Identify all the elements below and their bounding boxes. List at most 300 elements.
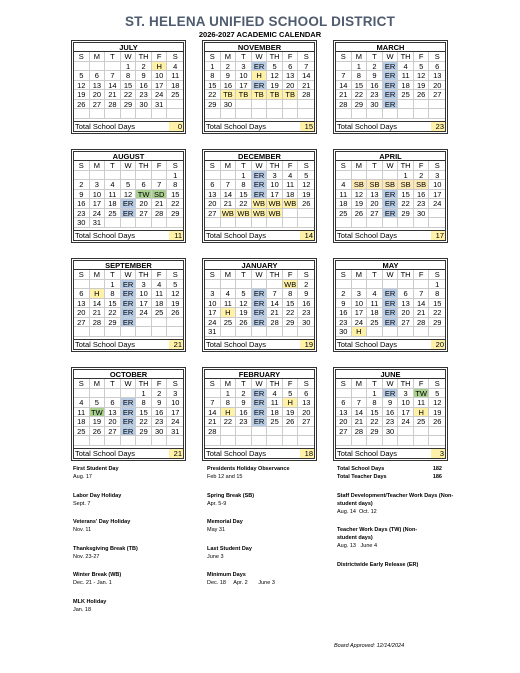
total-row-value: 182: [432, 466, 442, 472]
day-cell: 27: [136, 209, 152, 219]
day-cell: ER: [383, 71, 399, 81]
day-cell: 8: [429, 289, 445, 299]
day-cell: 8: [221, 398, 237, 408]
day-cell: 21: [298, 81, 314, 91]
day-cell: ER: [383, 199, 399, 209]
day-cell: 4: [367, 289, 383, 299]
day-cell: 2: [74, 180, 90, 190]
day-cell: 10: [90, 190, 106, 200]
legend-item: [337, 561, 463, 569]
day-cell: [298, 436, 314, 446]
day-cell: [336, 280, 352, 290]
day-cell: 26: [236, 318, 252, 328]
day-cell: 10: [205, 299, 221, 309]
day-cell: TW: [136, 190, 152, 200]
day-cell: 15: [352, 81, 368, 91]
day-cell: 4: [152, 280, 168, 290]
day-cell: [236, 327, 252, 337]
total-school-days: [205, 121, 314, 131]
day-cell: [267, 218, 283, 228]
week-row: [74, 398, 183, 408]
day-cell: ER: [121, 299, 137, 309]
day-cell: 18: [336, 199, 352, 209]
weekday-label: TH: [267, 379, 283, 389]
day-cell: 8: [367, 398, 383, 408]
day-cell: 10: [236, 71, 252, 81]
weekday-label: F: [283, 379, 299, 389]
legend-text: Aug. 14 Oct. 12: [337, 508, 377, 515]
day-cell: [383, 280, 399, 290]
day-cell: 1: [221, 389, 237, 399]
week-row: [205, 180, 314, 190]
legend-column-1: [73, 465, 138, 624]
day-cell: 19: [283, 408, 299, 418]
weekday-header: [336, 52, 445, 62]
day-cell: 23: [236, 417, 252, 427]
day-cell: 3: [267, 171, 283, 181]
week-row: [74, 180, 183, 190]
day-cell: 16: [74, 199, 90, 209]
day-cell: ER: [383, 81, 399, 91]
week-row: [74, 100, 183, 110]
legend-title: Thanksgiving Break (TB): [73, 545, 138, 552]
day-cell: [236, 427, 252, 437]
day-cell: [236, 436, 252, 446]
day-cell: 4: [398, 62, 414, 72]
day-cell: 15: [205, 81, 221, 91]
week-row: [336, 218, 445, 228]
day-cell: ER: [252, 299, 268, 309]
day-cell: 28: [152, 209, 168, 219]
day-cell: 21: [352, 417, 368, 427]
day-cell: 6: [336, 398, 352, 408]
month-april: [335, 151, 446, 241]
month-august: [73, 151, 184, 241]
week-row: [74, 436, 183, 446]
day-cell: WB: [221, 209, 237, 219]
day-cell: 15: [121, 81, 137, 91]
day-cell: WB: [267, 209, 283, 219]
day-cell: [414, 280, 430, 290]
day-cell: 12: [267, 71, 283, 81]
weekday-label: M: [352, 52, 368, 62]
day-cell: 11: [336, 190, 352, 200]
day-cell: 1: [136, 389, 152, 399]
day-cell: ER: [383, 308, 399, 318]
total-school-days: [205, 230, 314, 240]
legend-text: Feb 12 and 15: [207, 474, 243, 480]
day-cell: [283, 109, 299, 119]
week-row: [74, 408, 183, 418]
total-count: 11: [169, 231, 183, 240]
day-cell: H: [283, 398, 299, 408]
weekday-label: W: [252, 270, 268, 280]
day-cell: [121, 436, 137, 446]
day-cell: 14: [352, 408, 368, 418]
weekday-label: S: [205, 52, 221, 62]
day-cell: 2: [367, 62, 383, 72]
weekday-label: S: [205, 379, 221, 389]
legend-text: Nov. 23-27: [73, 553, 100, 560]
week-row: [205, 100, 314, 110]
week-row: [336, 417, 445, 427]
day-cell: 19: [90, 417, 106, 427]
week-row: [205, 389, 314, 399]
day-cell: 2: [298, 280, 314, 290]
weekday-label: T: [105, 161, 121, 171]
legend-item: [73, 598, 138, 614]
weekday-label: M: [352, 270, 368, 280]
day-cell: 19: [74, 90, 90, 100]
day-cell: ER: [121, 209, 137, 219]
weekday-label: F: [152, 379, 168, 389]
day-cell: [121, 218, 137, 228]
day-cell: 6: [205, 180, 221, 190]
day-cell: 12: [414, 71, 430, 81]
weekday-label: S: [167, 52, 183, 62]
day-cell: ER: [121, 427, 137, 437]
day-cell: 3: [167, 389, 183, 399]
week-row: [336, 62, 445, 72]
day-cell: ER: [252, 398, 268, 408]
legend-title: Teacher Work Days (TW) (Non-student days): [337, 527, 418, 541]
week-row: [205, 81, 314, 91]
day-cell: 11: [105, 190, 121, 200]
day-cell: 21: [267, 308, 283, 318]
weekday-label: S: [336, 161, 352, 171]
week-row: [74, 109, 183, 119]
day-cell: 25: [74, 427, 90, 437]
total-count: 21: [169, 340, 183, 349]
day-cell: [352, 389, 368, 399]
day-cell: ER: [121, 318, 137, 328]
day-cell: [167, 327, 183, 337]
day-cell: 14: [267, 299, 283, 309]
day-cell: 1: [352, 62, 368, 72]
day-cell: 8: [105, 289, 121, 299]
day-cell: [336, 109, 352, 119]
day-cell: 30: [414, 209, 430, 219]
day-cell: 13: [283, 71, 299, 81]
week-row: [74, 190, 183, 200]
day-cell: 16: [152, 408, 168, 418]
day-cell: 21: [90, 308, 106, 318]
day-cell: 8: [283, 289, 299, 299]
day-cell: 4: [336, 180, 352, 190]
legend-text: Aug. 17: [73, 474, 92, 480]
day-cell: [136, 436, 152, 446]
day-cell: 2: [414, 171, 430, 181]
week-row: [205, 318, 314, 328]
day-cell: [167, 218, 183, 228]
day-cell: 23: [136, 90, 152, 100]
day-cell: [398, 436, 414, 446]
day-cell: 24: [90, 209, 106, 219]
weekday-label: T: [367, 161, 383, 171]
day-cell: 1: [398, 171, 414, 181]
day-cell: 18: [283, 190, 299, 200]
day-cell: SB: [383, 180, 399, 190]
total-school-days: [336, 230, 445, 240]
day-cell: 20: [74, 308, 90, 318]
day-cell: [383, 436, 399, 446]
day-cell: 10: [152, 71, 168, 81]
week-row: [205, 280, 314, 290]
day-cell: 8: [167, 180, 183, 190]
weekday-label: T: [236, 52, 252, 62]
total-label: Total School Days: [337, 449, 398, 458]
week-row: [205, 417, 314, 427]
legend-column-3: [337, 465, 463, 579]
day-cell: 19: [298, 190, 314, 200]
day-cell: 8: [136, 398, 152, 408]
day-cell: [90, 109, 106, 119]
week-row: [205, 209, 314, 219]
day-cell: 11: [367, 299, 383, 309]
day-cell: [105, 327, 121, 337]
day-cell: 20: [298, 408, 314, 418]
day-cell: [267, 327, 283, 337]
weekday-label: M: [90, 161, 106, 171]
day-cell: 23: [414, 199, 430, 209]
month-name: JUNE: [336, 370, 445, 379]
legend-text: May 31: [207, 527, 226, 533]
day-cell: [336, 436, 352, 446]
month-july: [73, 42, 184, 132]
day-cell: WB: [252, 209, 268, 219]
weekday-header: [74, 270, 183, 280]
month-june: [335, 369, 446, 459]
day-cell: [429, 436, 445, 446]
weekday-label: W: [121, 161, 137, 171]
week-row: [336, 327, 445, 337]
day-cell: 25: [267, 417, 283, 427]
day-cell: 26: [167, 308, 183, 318]
day-cell: 9: [136, 71, 152, 81]
weekday-label: S: [298, 379, 314, 389]
week-row: [205, 408, 314, 418]
legend-title: Staff Development/Teacher Work Days (Non-student days): [337, 492, 454, 507]
day-cell: 16: [221, 81, 237, 91]
day-cell: [414, 109, 430, 119]
month-september: [73, 260, 184, 350]
weekday-label: F: [283, 270, 299, 280]
day-cell: 12: [236, 299, 252, 309]
month-name: SEPTEMBER: [74, 261, 183, 270]
day-cell: [167, 436, 183, 446]
total-label: Total School Days: [75, 340, 136, 349]
weekday-label: S: [336, 270, 352, 280]
week-row: [336, 180, 445, 190]
day-cell: 25: [336, 209, 352, 219]
day-cell: 24: [167, 417, 183, 427]
day-cell: [221, 327, 237, 337]
day-cell: [90, 389, 106, 399]
day-cell: 14: [205, 408, 221, 418]
month-december: [204, 151, 315, 241]
week-row: [74, 218, 183, 228]
day-cell: 7: [267, 289, 283, 299]
day-cell: [221, 109, 237, 119]
weekday-label: T: [105, 270, 121, 280]
day-cell: [267, 280, 283, 290]
weekday-label: W: [121, 52, 137, 62]
weekday-label: W: [383, 270, 399, 280]
board-approved: Board Approved: 12/14/2024: [334, 643, 405, 649]
day-cell: [429, 100, 445, 110]
month-name: OCTOBER: [74, 370, 183, 379]
day-cell: 5: [267, 62, 283, 72]
day-cell: 1: [236, 171, 252, 181]
total-school-days: [336, 339, 445, 349]
day-cell: 25: [367, 318, 383, 328]
week-row: [336, 100, 445, 110]
day-cell: 17: [136, 299, 152, 309]
total-label: Total School Days: [337, 122, 398, 131]
day-cell: 30: [367, 100, 383, 110]
total-label: Total School Days: [206, 340, 267, 349]
week-row: [205, 171, 314, 181]
day-cell: [136, 171, 152, 181]
weekday-header: [336, 379, 445, 389]
day-cell: [221, 427, 237, 437]
total-row: [337, 473, 442, 481]
month-name: DECEMBER: [205, 152, 314, 161]
totals: [337, 465, 463, 481]
day-cell: [352, 280, 368, 290]
day-cell: 17: [398, 408, 414, 418]
day-cell: 6: [74, 289, 90, 299]
day-cell: 20: [429, 81, 445, 91]
legend-item: [73, 545, 138, 561]
weekday-label: S: [167, 161, 183, 171]
day-cell: 14: [105, 81, 121, 91]
weekday-label: F: [152, 161, 168, 171]
week-row: [336, 71, 445, 81]
day-cell: [298, 100, 314, 110]
day-cell: 22: [236, 199, 252, 209]
day-cell: [367, 436, 383, 446]
day-cell: 22: [105, 308, 121, 318]
total-count: 21: [169, 449, 183, 458]
month-name: JANUARY: [205, 261, 314, 270]
day-cell: 9: [236, 398, 252, 408]
day-cell: 4: [74, 398, 90, 408]
weekday-label: M: [221, 379, 237, 389]
total-school-days: [336, 121, 445, 131]
day-cell: 13: [105, 408, 121, 418]
day-cell: H: [252, 71, 268, 81]
day-cell: 4: [105, 180, 121, 190]
month-october: [73, 369, 184, 459]
day-cell: 29: [105, 318, 121, 328]
day-cell: 20: [283, 81, 299, 91]
weekday-label: T: [236, 270, 252, 280]
day-cell: [336, 389, 352, 399]
week-row: [74, 289, 183, 299]
day-cell: 3: [90, 180, 106, 190]
day-cell: 29: [429, 318, 445, 328]
day-cell: 27: [205, 209, 221, 219]
month-name: JULY: [74, 43, 183, 52]
month-march: [335, 42, 446, 132]
day-cell: 27: [429, 90, 445, 100]
week-row: [74, 199, 183, 209]
weekday-label: F: [414, 379, 430, 389]
legend-title: Presidents Holiday Observance: [207, 466, 290, 472]
day-cell: 15: [136, 408, 152, 418]
day-cell: [90, 62, 106, 72]
day-cell: 23: [383, 417, 399, 427]
weekday-label: F: [152, 270, 168, 280]
day-cell: 21: [221, 199, 237, 209]
day-cell: 6: [136, 180, 152, 190]
day-cell: 11: [221, 299, 237, 309]
day-cell: 29: [136, 427, 152, 437]
calendar-subtitle: 2026-2027 ACADEMIC CALENDAR: [198, 30, 322, 39]
day-cell: [136, 327, 152, 337]
legend-item: [73, 465, 138, 481]
day-cell: 2: [136, 62, 152, 72]
day-cell: 29: [205, 100, 221, 110]
day-cell: 16: [136, 81, 152, 91]
day-cell: [298, 427, 314, 437]
day-cell: 9: [336, 299, 352, 309]
day-cell: 21: [205, 417, 221, 427]
total-label: Total School Days: [75, 231, 136, 240]
day-cell: [414, 100, 430, 110]
day-cell: 29: [121, 100, 137, 110]
day-cell: ER: [121, 280, 137, 290]
day-cell: [267, 436, 283, 446]
day-cell: 18: [105, 199, 121, 209]
day-cell: 2: [152, 389, 168, 399]
day-cell: [367, 171, 383, 181]
day-cell: [398, 327, 414, 337]
week-row: [74, 71, 183, 81]
day-cell: 26: [90, 427, 106, 437]
day-cell: 9: [74, 190, 90, 200]
legend-text: Dec. 18 Apr. 2 June 3: [207, 580, 275, 586]
day-cell: 20: [105, 417, 121, 427]
day-cell: 13: [90, 81, 106, 91]
day-cell: 17: [205, 308, 221, 318]
month-name: MARCH: [336, 43, 445, 52]
day-cell: ER: [252, 289, 268, 299]
day-cell: 16: [367, 81, 383, 91]
day-cell: 5: [236, 289, 252, 299]
day-cell: 12: [121, 190, 137, 200]
day-cell: 13: [367, 190, 383, 200]
legend-text: Aug. 13 June 4: [337, 543, 378, 549]
day-cell: 13: [205, 190, 221, 200]
day-cell: ER: [383, 289, 399, 299]
day-cell: [74, 171, 90, 181]
day-cell: 11: [283, 180, 299, 190]
day-cell: [167, 100, 183, 110]
week-row: [205, 109, 314, 119]
legend-item: [207, 492, 290, 508]
day-cell: 24: [152, 90, 168, 100]
day-cell: 18: [152, 299, 168, 309]
weekday-label: M: [352, 379, 368, 389]
day-cell: [398, 427, 414, 437]
weekday-label: S: [74, 379, 90, 389]
weekday-label: TH: [398, 52, 414, 62]
day-cell: [152, 327, 168, 337]
day-cell: 20: [90, 90, 106, 100]
day-cell: 24: [398, 417, 414, 427]
